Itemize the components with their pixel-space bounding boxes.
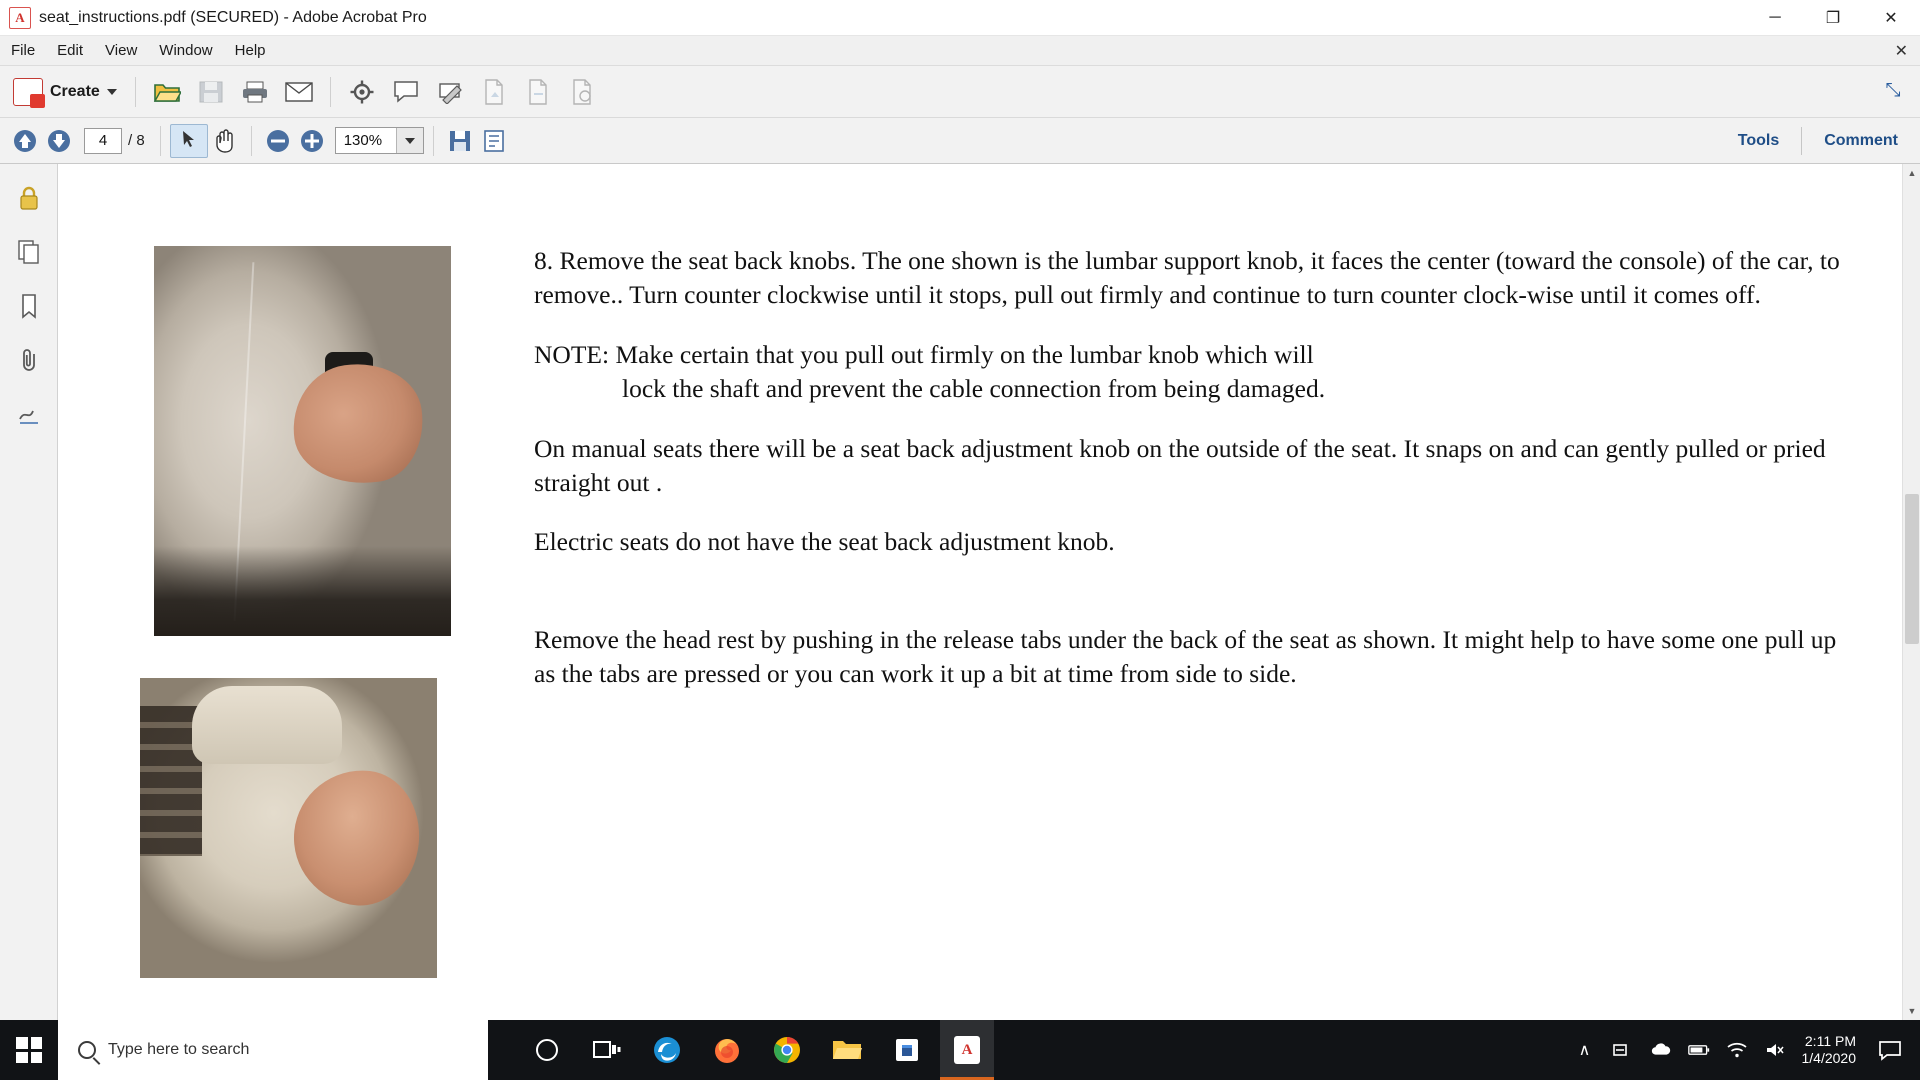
previous-page-button[interactable] xyxy=(8,124,42,158)
clock-time: 2:11 PM xyxy=(1804,1032,1856,1049)
taskbar-task-view[interactable] xyxy=(590,1033,624,1067)
pdf-page xyxy=(80,164,1898,1020)
sticky-note-button[interactable] xyxy=(384,71,428,113)
menu-bar xyxy=(0,36,1920,66)
menu-edit[interactable]: Edit xyxy=(57,42,84,59)
paragraph-electric-seats: Electric seats do not have the seat back adjustment knob. xyxy=(534,527,1115,557)
page-image-column xyxy=(140,200,500,1020)
create-pdf-button[interactable] xyxy=(516,71,560,113)
taskbar-microsoft-store[interactable] xyxy=(890,1033,924,1067)
taskbar-firefox[interactable] xyxy=(710,1033,744,1067)
zoom-level-value: 130% xyxy=(343,132,383,149)
vertical-scrollbar[interactable] xyxy=(1902,164,1920,1020)
minimize-button[interactable]: ─ xyxy=(1769,9,1781,26)
page-total-label: / 8 xyxy=(128,132,145,149)
attachments-icon[interactable] xyxy=(9,340,49,380)
menu-file[interactable]: File xyxy=(11,42,36,59)
taskbar-search[interactable] xyxy=(58,1020,488,1080)
seat-back-lumbar-knob-photo xyxy=(154,246,451,636)
close-button[interactable]: ✕ xyxy=(1884,10,1898,27)
hand-on-headrest xyxy=(287,764,425,911)
toolbar-divider-2 xyxy=(330,77,331,107)
system-tray xyxy=(1574,1020,1920,1080)
maximize-button[interactable]: ❐ xyxy=(1825,10,1841,27)
signatures-icon[interactable] xyxy=(9,394,49,434)
show-hidden-icons[interactable]: ∧ xyxy=(1578,1042,1591,1059)
scroll-down-arrow[interactable]: ▼ xyxy=(1903,1002,1920,1020)
navigation-pane xyxy=(0,164,58,1020)
window-title: seat_instructions.pdf (SECURED) - Adobe Acrobat Pro xyxy=(39,8,427,26)
email-button[interactable] xyxy=(277,71,321,113)
zoom-dropdown-icon[interactable] xyxy=(396,128,423,153)
print-button[interactable] xyxy=(233,71,277,113)
search-placeholder: Type here to search xyxy=(108,1041,250,1058)
taskbar-clock[interactable] xyxy=(1802,1033,1857,1068)
zoom-out-button[interactable] xyxy=(261,124,295,158)
chevron-down-icon xyxy=(405,138,415,144)
fit-page-button[interactable] xyxy=(477,124,511,158)
save-as-button[interactable] xyxy=(443,124,477,158)
windows-taskbar xyxy=(0,1020,1920,1080)
toolbar-divider xyxy=(135,77,136,107)
taskbar-chrome[interactable] xyxy=(770,1033,804,1067)
create-button-label: Create xyxy=(50,82,100,100)
action-center-button[interactable] xyxy=(1872,1020,1908,1080)
create-pdf-icon xyxy=(13,78,43,106)
edit-pdf-button[interactable] xyxy=(560,71,604,113)
windows-logo-icon xyxy=(16,1037,42,1063)
scroll-up-arrow[interactable]: ▲ xyxy=(1903,164,1920,182)
create-button[interactable] xyxy=(8,73,126,111)
chevron-down-icon xyxy=(107,89,117,95)
menu-view[interactable]: View xyxy=(105,42,138,59)
taskbar-edge[interactable] xyxy=(650,1033,684,1067)
search-icon xyxy=(78,1041,96,1059)
security-lock-icon[interactable] xyxy=(9,178,49,218)
next-page-button[interactable] xyxy=(42,124,76,158)
open-file-button[interactable] xyxy=(145,71,189,113)
paragraph-note xyxy=(534,338,1858,406)
export-pdf-button[interactable] xyxy=(472,71,516,113)
highlight-text-button[interactable] xyxy=(428,71,472,113)
paragraph-step-8: 8. Remove the seat back knobs. The one shown is the lumbar support knob, it faces the center (toward the console) of the car, to remove.. Turn counter clockwise until it stops, pull out firmly and continue to turn counter clock-wise until it comes off. xyxy=(534,246,1840,309)
workspace xyxy=(0,164,1920,1020)
clock-date: 1/4/2020 xyxy=(1801,1050,1856,1066)
taskbar-acrobat[interactable]: A xyxy=(950,1033,984,1067)
start-button[interactable] xyxy=(0,1020,58,1080)
menu-help[interactable]: Help xyxy=(234,42,266,59)
paragraph-head-rest: Remove the head rest by pushing in the release tabs under the back of the seat as shown. It might help to have some one pull up as the tabs are pressed or you can work it up a bit at time from side to side. xyxy=(534,625,1837,689)
note-lead-text: NOTE: Make certain that you pull out firmly on the lumbar knob which will xyxy=(534,339,1314,369)
menu-window[interactable]: Window xyxy=(159,42,213,59)
select-tool-button[interactable] xyxy=(170,124,208,158)
wifi-icon[interactable] xyxy=(1726,1039,1748,1061)
tools-panel-button[interactable]: Tools xyxy=(1737,132,1780,149)
note-indent-text: lock the shaft and prevent the cable connection from being damaged. xyxy=(622,373,1326,403)
title-bar xyxy=(0,0,1920,36)
page-navigation-toolbar xyxy=(0,118,1920,164)
page-thumbnails-icon[interactable] xyxy=(9,232,49,272)
pagebar-divider-3 xyxy=(433,126,434,156)
paragraph-manual-seats: On manual seats there will be a seat back adjustment knob on the outside of the seat. It snaps on and can gently pulled or pried straight out . xyxy=(534,433,1826,497)
settings-button[interactable] xyxy=(340,71,384,113)
right-toolbar xyxy=(1716,118,1920,164)
photo-shadow xyxy=(154,546,451,636)
volume-icon[interactable] xyxy=(1764,1039,1786,1061)
hand-tool-button[interactable] xyxy=(208,124,242,158)
scrollbar-thumb[interactable] xyxy=(1905,494,1919,644)
zoom-level-combobox[interactable] xyxy=(335,127,424,154)
pagebar-divider-2 xyxy=(251,126,252,156)
bookmarks-icon[interactable] xyxy=(9,286,49,326)
taskbar-file-explorer[interactable] xyxy=(830,1033,864,1067)
hand-on-knob xyxy=(285,356,430,493)
document-viewer[interactable] xyxy=(58,164,1920,1020)
page-text-column xyxy=(500,200,1858,1020)
taskbar-items xyxy=(530,1033,984,1067)
head-rest-release-photo xyxy=(140,678,437,978)
head-rest xyxy=(192,686,342,764)
battery-icon[interactable] xyxy=(1688,1039,1710,1061)
cloud-icon[interactable] xyxy=(1650,1039,1672,1061)
zoom-in-button[interactable] xyxy=(295,124,329,158)
expand-toolbar-icon[interactable]: ⤡ xyxy=(1885,80,1901,101)
pdf-app-icon: A xyxy=(9,7,31,29)
save-file-button[interactable] xyxy=(189,71,233,113)
main-toolbar xyxy=(0,66,1920,118)
comment-panel-button[interactable]: Comment xyxy=(1824,132,1898,149)
onedrive-icon[interactable] xyxy=(1612,1039,1634,1061)
close-document-icon[interactable]: ✕ xyxy=(1894,43,1908,60)
page-number-input[interactable] xyxy=(84,128,122,154)
pagebar-divider xyxy=(160,126,161,156)
window-controls xyxy=(1746,0,1920,36)
taskbar-cortana[interactable] xyxy=(530,1033,564,1067)
